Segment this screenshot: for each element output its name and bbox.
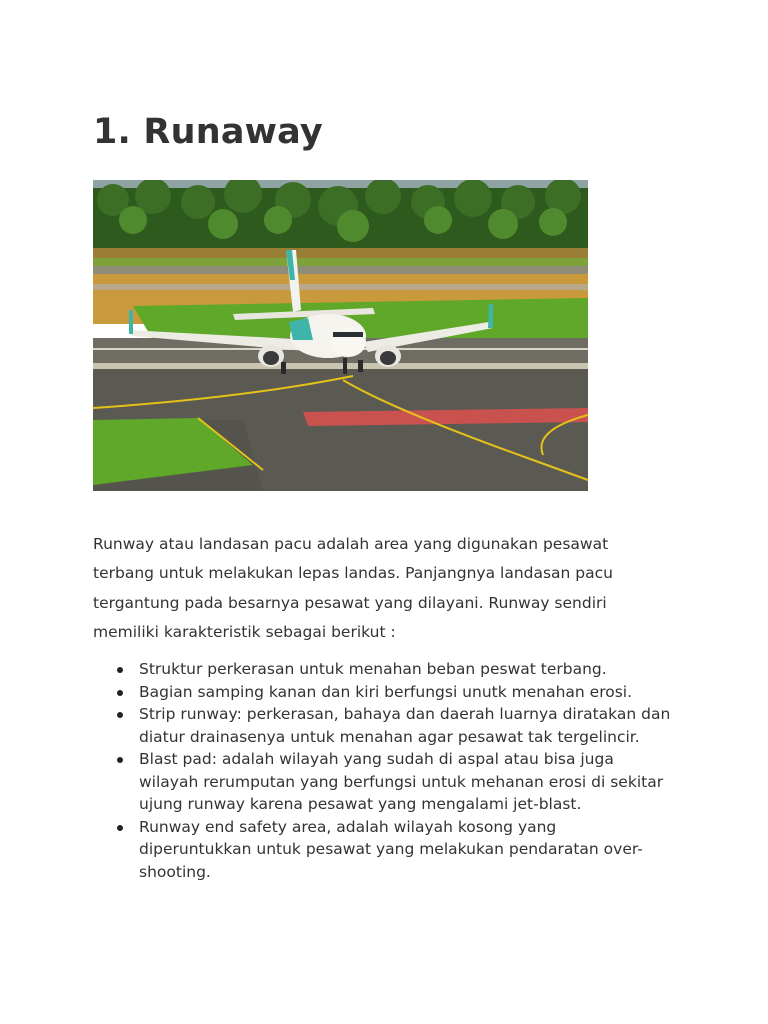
characteristics-list: [93, 658, 673, 883]
section-title: 1. Runaway: [93, 112, 323, 152]
list-item: Blast pad: adalah wilayah yang sudah di aspal atau bisa juga wilayah rerumputan yang berfungsi untuk mehanan erosi di sekitar ujung runway karena pesawat yang mengalami jet-blast.: [139, 748, 673, 816]
list-item: Runway end safety area, adalah wilayah kosong yang diperuntukkan untuk pesawat yang melakukan pendaratan over-shooting.: [139, 816, 673, 884]
photo-illustration: [93, 180, 588, 491]
intro-paragraph: Runway atau landasan pacu adalah area yang digunakan pesawat terbang untuk melakukan lepas landas. Panjangnya landasan pacu tergantung pada besarnya pesawat yang dilayani. Runway sendiri memiliki karakteristik sebagai berikut :: [93, 535, 613, 641]
list-item: Struktur perkerasan untuk menahan beban peswat terbang.: [139, 658, 673, 681]
list-item: Strip runway: perkerasan, bahaya dan daerah luarnya diratakan dan diatur drainasenya untuk menahan agar pesawat tak tergelincir.: [139, 703, 673, 748]
list-item: Bagian samping kanan dan kiri berfungsi unutk menahan erosi.: [139, 681, 673, 704]
airplane-runway-photo: [93, 180, 588, 491]
